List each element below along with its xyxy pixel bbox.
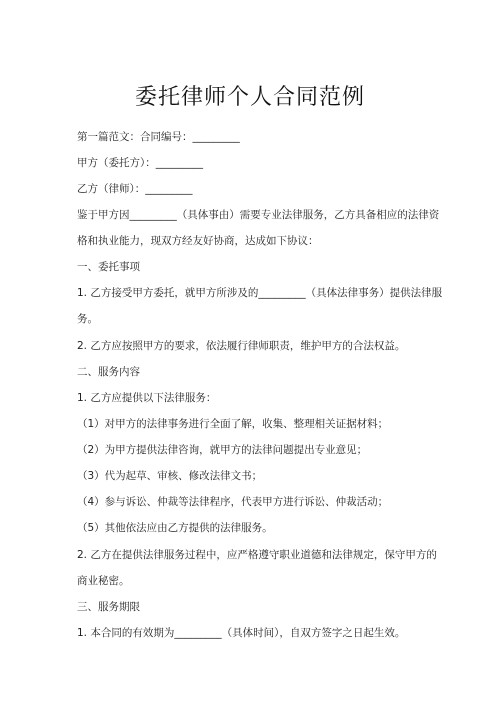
- service-item-1: （1）对甲方的法律事务进行全面了解，收集、整理相关证据材料；: [77, 418, 389, 430]
- section-heading-2: 二、服务内容: [77, 366, 140, 378]
- document-title: 委托律师个人合同范例: [134, 85, 365, 110]
- party-b-line: 乙方（律师）：_________: [77, 183, 193, 195]
- section-heading-3: 三、服务期限: [77, 601, 140, 613]
- preamble-line-1: 鉴于甲方因_________（具体事由）需要专业法律服务，乙方具备相应的法律资: [77, 209, 440, 221]
- preamble-line-2: 格和执业能力，现双方经友好协商，达成如下协议：: [77, 235, 319, 247]
- service-item-5: （5）其他依法应由乙方提供的法律服务。: [77, 522, 273, 534]
- service-item-4: （4）参与诉讼、仲裁等法律程序，代表甲方进行诉讼、仲裁活动；: [77, 496, 389, 508]
- clause-1-1-line-1: 1. 乙方接受甲方委托，就甲方所涉及的_________（具体法律事务）提供法律服: [77, 287, 443, 299]
- clause-2-2-line-1: 2. 乙方在提供法律服务过程中，应严格遵守职业道德和法律规定，保守甲方的: [77, 549, 437, 561]
- section-heading-1: 一、委托事项: [77, 261, 140, 273]
- service-item-2: （2）为甲方提供法律咨询，就甲方的法律问题提出专业意见；: [77, 444, 368, 456]
- clause-1-2: 2. 乙方应按照甲方的要求，依法履行律师职责，维护甲方的合法权益。: [77, 340, 406, 352]
- contract-number-line: 第一篇范文：合同编号：_________: [77, 131, 240, 143]
- clause-3-1: 1. 本合同的有效期为_________（具体时间），自双方签字之日起生效。: [77, 627, 406, 639]
- clause-2-1: 1. 乙方应提供以下法律服务：: [77, 392, 217, 404]
- clause-2-2-line-2: 商业秘密。: [77, 575, 130, 587]
- clause-1-1-line-2: 务。: [77, 313, 98, 325]
- party-a-line: 甲方（委托方）：_________: [77, 157, 203, 169]
- service-item-3: （3）代为起草、审核、修改法律文书；: [77, 470, 263, 482]
